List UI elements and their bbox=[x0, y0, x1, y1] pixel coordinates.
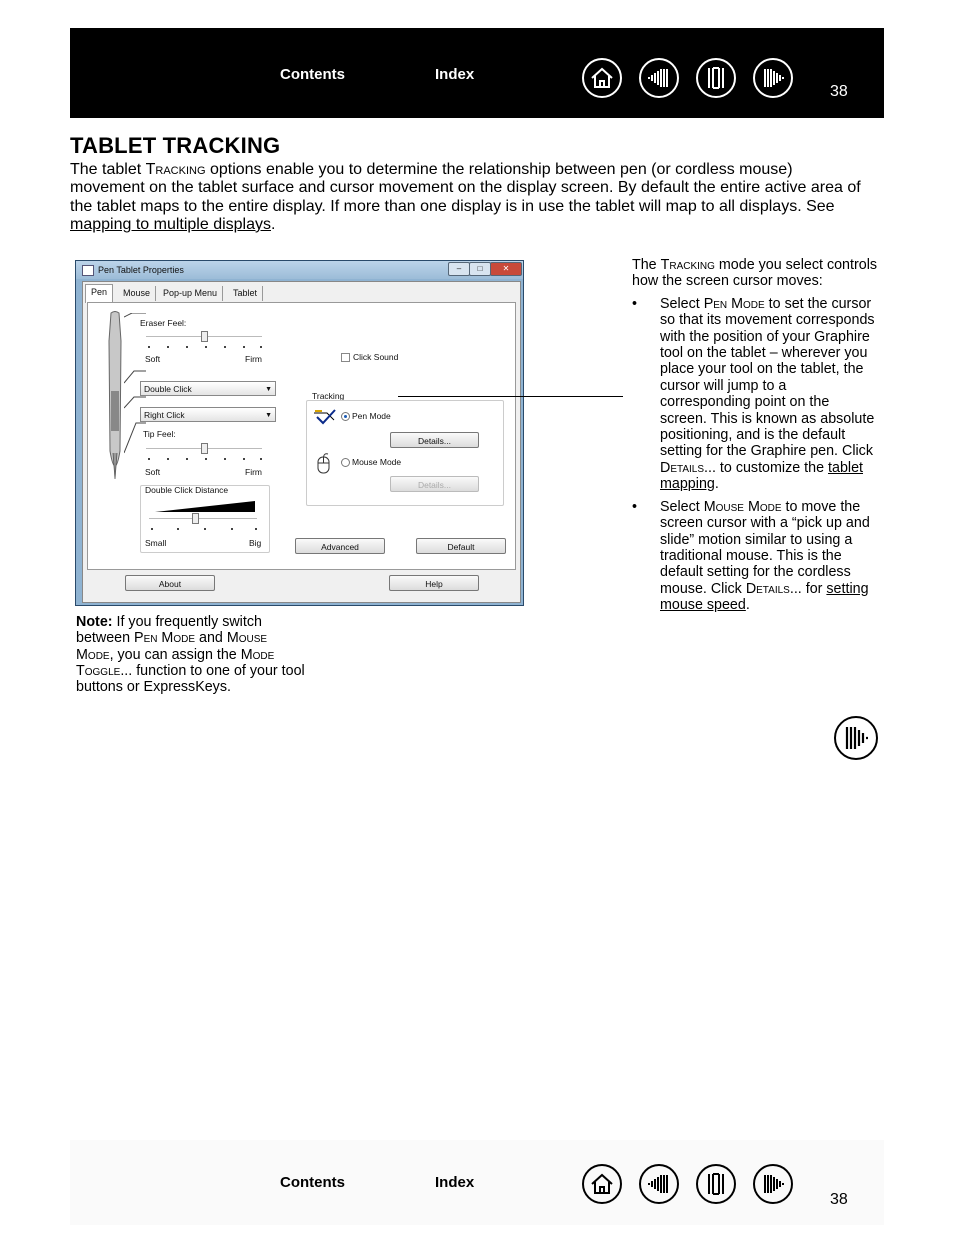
lower-button-select[interactable] bbox=[140, 407, 276, 422]
dialog-title-bar bbox=[76, 261, 523, 279]
previous-page-icon[interactable] bbox=[696, 58, 736, 98]
tick bbox=[167, 346, 169, 348]
contents-link[interactable]: Contents bbox=[280, 66, 345, 83]
tick bbox=[205, 346, 207, 348]
tick bbox=[231, 528, 233, 530]
close-icon[interactable]: ✕ bbox=[490, 262, 522, 276]
tick bbox=[186, 346, 188, 348]
multiple-displays-link[interactable]: mapping to multiple displays bbox=[70, 215, 271, 233]
tip-feel-slider[interactable] bbox=[201, 443, 208, 454]
pen-mode-details-button[interactable]: Details... bbox=[390, 432, 479, 448]
mouse-mode-label: Mouse Mode bbox=[352, 457, 402, 467]
double-click-distance-slider[interactable] bbox=[192, 513, 199, 524]
maximize-icon[interactable]: □ bbox=[469, 262, 491, 276]
page-number: 38 bbox=[830, 1191, 848, 1208]
tick bbox=[260, 458, 262, 460]
tick bbox=[167, 458, 169, 460]
double-click-distance-label: Double Click Distance bbox=[145, 485, 229, 495]
upper-button-select[interactable] bbox=[140, 381, 276, 396]
tick bbox=[224, 458, 226, 460]
pen-mode-radio[interactable] bbox=[341, 412, 350, 421]
sidebar-lead: The Tracking mode you select controls how the screen cursor moves: bbox=[632, 257, 878, 290]
footer-bar bbox=[70, 1140, 884, 1225]
tip-feel-label: Tip Feel: bbox=[143, 429, 176, 439]
pen-mode-icon bbox=[313, 408, 339, 426]
tick bbox=[243, 458, 245, 460]
click-sound-checkbox[interactable] bbox=[341, 353, 350, 362]
tick bbox=[204, 528, 206, 530]
tick bbox=[148, 458, 150, 460]
mouse-speed-link[interactable]: setting mouse speed bbox=[660, 580, 869, 614]
index-link[interactable]: Index bbox=[435, 66, 475, 83]
app-icon bbox=[82, 265, 94, 276]
tick bbox=[148, 346, 150, 348]
previous-page-icon[interactable] bbox=[696, 1164, 736, 1204]
next-page-icon[interactable] bbox=[753, 1164, 793, 1204]
intro-paragraph: The tablet Tracking options enable you to determine the relationship between pen (or cordless mouse) movement on the tablet surface and cursor movement on the display screen. By default the entire active area of the tablet maps to the entire display. If more than one display is in use the tablet will map to all displays. See mapping to multiple displays. bbox=[70, 161, 861, 233]
eraser-firm-label: Firm bbox=[245, 354, 262, 364]
tablet-mapping-link[interactable]: tablet mapping bbox=[660, 459, 863, 493]
previous-section-icon[interactable] bbox=[639, 58, 679, 98]
tick bbox=[177, 528, 179, 530]
distance-wedge-icon bbox=[155, 500, 257, 514]
tick bbox=[243, 346, 245, 348]
tick bbox=[260, 346, 262, 348]
tracking-mode-list bbox=[632, 296, 878, 614]
mouse-icon bbox=[316, 453, 332, 475]
tab-tablet[interactable]: Tablet bbox=[228, 286, 263, 301]
mouse-mode-radio[interactable] bbox=[341, 458, 350, 467]
list-item: • Select Mouse Mode to move the screen cursor with a “pick up and slide” motion similar to using a traditional mouse. This is the default setting for the cordless mouse. Click Details... for setting mouse speed. bbox=[632, 498, 870, 614]
dialog-body bbox=[82, 281, 521, 603]
help-button[interactable]: Help bbox=[389, 575, 479, 591]
home-icon[interactable] bbox=[582, 1164, 622, 1204]
home-icon[interactable] bbox=[582, 58, 622, 98]
tick bbox=[151, 528, 153, 530]
pen-mode-label: Pen Mode bbox=[352, 411, 391, 421]
tab-pen[interactable]: Pen bbox=[85, 284, 113, 303]
next-page-icon[interactable] bbox=[753, 58, 793, 98]
eraser-feel-slider[interactable] bbox=[201, 331, 208, 342]
dialog-title: Pen Tablet Properties bbox=[98, 265, 184, 275]
tracking-callout-line bbox=[398, 396, 623, 397]
double-click-distance-track bbox=[149, 518, 257, 519]
note-text: Note: If you frequently switch between Pen Mode and Mouse Mode, you can assign the Mode Toggle... function to one of your tool buttons or ExpressKeys. bbox=[76, 614, 305, 696]
tick bbox=[224, 346, 226, 348]
pen-tablet-properties-dialog bbox=[75, 260, 524, 606]
sidebar-text bbox=[632, 257, 878, 620]
tip-soft-label: Soft bbox=[145, 467, 161, 477]
previous-section-icon[interactable] bbox=[639, 1164, 679, 1204]
click-sound-label: Click Sound bbox=[353, 352, 399, 362]
minimize-icon[interactable]: – bbox=[448, 262, 470, 276]
next-page-icon[interactable] bbox=[834, 716, 878, 760]
tip-firm-label: Firm bbox=[245, 467, 262, 477]
index-link[interactable]: Index bbox=[435, 1174, 475, 1191]
chevron-down-icon: ▼ bbox=[265, 386, 272, 393]
upper-button-value: Double Click bbox=[144, 384, 192, 394]
lower-button-value: Right Click bbox=[144, 410, 185, 420]
about-button[interactable]: About bbox=[125, 575, 215, 591]
page-number: 38 bbox=[830, 83, 848, 100]
header-bar bbox=[70, 28, 884, 118]
tick bbox=[186, 458, 188, 460]
chevron-down-icon: ▼ bbox=[265, 412, 272, 419]
default-button[interactable]: Default bbox=[416, 538, 506, 554]
pen-tab-panel bbox=[87, 302, 516, 570]
tick bbox=[255, 528, 257, 530]
eraser-feel-label: Eraser Feel: bbox=[140, 318, 187, 328]
mouse-mode-details-button[interactable]: Details... bbox=[390, 476, 479, 492]
tab-mouse[interactable]: Mouse bbox=[118, 286, 156, 301]
tick bbox=[205, 458, 207, 460]
page-title: TABLET TRACKING bbox=[70, 133, 281, 158]
double-click-distance-group bbox=[140, 485, 270, 553]
contents-link[interactable]: Contents bbox=[280, 1174, 345, 1191]
small-label: Small bbox=[145, 538, 167, 548]
advanced-button[interactable]: Advanced bbox=[295, 538, 385, 554]
tab-popup-menu[interactable]: Pop-up Menu bbox=[158, 286, 223, 301]
tracking-label: Tracking bbox=[312, 391, 345, 401]
list-item: • Select Pen Mode to set the cursor so that its movement corresponds with the position of your Graphire tool on the tablet – wherever you place your tool on the tablet, the cursor will jump to a corresponding point on the screen. This is known as absolute positioning, and is the default setting for the Graphire pen. Click Details... to customize the tablet mapping. bbox=[632, 295, 875, 493]
big-label: Big bbox=[249, 538, 262, 548]
eraser-soft-label: Soft bbox=[145, 354, 161, 364]
